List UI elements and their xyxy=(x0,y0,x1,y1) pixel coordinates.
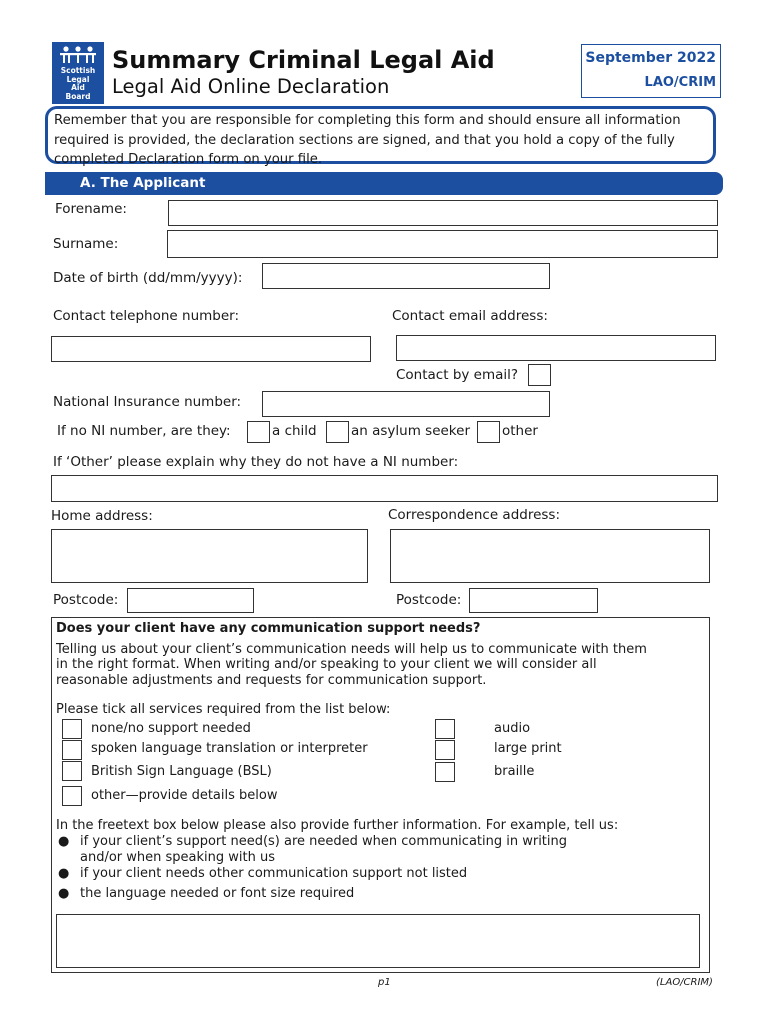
correspondence-address-input[interactable] xyxy=(390,529,710,583)
bullet-1-line-1: if your client’s support need(s) are needed when communicating in writing xyxy=(80,834,568,849)
dob-label: Date of birth (dd/mm/yyyy): xyxy=(53,270,243,286)
footer-code: (LAO/CRIM) xyxy=(656,977,713,988)
large-print-checkbox[interactable] xyxy=(435,740,455,760)
braille-checkbox[interactable] xyxy=(435,762,455,782)
audio-checkbox[interactable] xyxy=(435,719,455,739)
logo-text-1: Scottish xyxy=(60,66,96,75)
home-address-label: Home address: xyxy=(51,508,153,524)
slab-logo xyxy=(52,42,104,104)
bullet-3: the language needed or font size required xyxy=(80,886,355,901)
section-a-header xyxy=(45,172,723,195)
no-ni-label: If no NI number, are they: xyxy=(57,423,231,439)
ni-label: National Insurance number: xyxy=(53,394,242,410)
correspondence-postcode-input[interactable] xyxy=(469,588,598,613)
asylum-seeker-option-label: an asylum seeker xyxy=(351,423,471,439)
reminder-notice: Remember that you are responsible for completing this form and should ensure all information required is provided, the declaration sections are signed, and that you hold a copy of the fully completed Declaration form on your file. xyxy=(45,106,716,164)
other-support-checkbox[interactable] xyxy=(62,786,82,806)
child-option-label: a child xyxy=(272,423,317,439)
other-option-label: other xyxy=(502,423,538,439)
home-postcode-input[interactable] xyxy=(127,588,254,613)
other-support-label: other—provide details below xyxy=(91,788,278,803)
bullet-icon: ● xyxy=(58,886,70,901)
people-logo-icon xyxy=(58,46,98,64)
asylum-seeker-checkbox[interactable] xyxy=(326,421,349,443)
bullet-icon: ● xyxy=(58,834,70,849)
ni-input[interactable] xyxy=(262,391,550,417)
none-support-checkbox[interactable] xyxy=(62,719,82,739)
logo-text-4: Board xyxy=(65,91,91,101)
forename-label: Forename: xyxy=(55,201,127,217)
home-postcode-label: Postcode: xyxy=(53,592,119,608)
freetext-intro: In the freetext box below please also provide further information. For example, tell us: xyxy=(56,818,619,833)
communication-freetext-input[interactable] xyxy=(56,914,700,968)
large-print-label: large print xyxy=(494,741,562,756)
bsl-label: British Sign Language (BSL) xyxy=(91,764,272,779)
logo-text-2: Legal xyxy=(66,74,90,84)
surname-label: Surname: xyxy=(53,236,119,252)
correspondence-postcode-label: Postcode: xyxy=(396,592,462,608)
contact-by-email-checkbox[interactable] xyxy=(528,364,551,386)
form-title: Summary Criminal Legal Aid xyxy=(112,46,495,74)
bullet-2: if your client needs other communication support not listed xyxy=(80,866,468,881)
audio-label: audio xyxy=(494,721,531,736)
contact-by-email-label: Contact by email? xyxy=(396,367,519,383)
none-support-label: none/no support needed xyxy=(91,721,251,736)
communication-intro-2: in the right format. When writing and/or speaking to your client we will consider all xyxy=(56,657,597,672)
version-code: LAO/CRIM xyxy=(644,75,716,90)
communication-heading: Does your client have any communication support needs? xyxy=(56,621,481,636)
communication-intro-1: Telling us about your client’s communication needs will help us to communicate with them xyxy=(56,642,647,657)
bullet-1-line-2: and/or when speaking with us xyxy=(80,850,275,865)
bsl-checkbox[interactable] xyxy=(62,761,82,781)
email-input[interactable] xyxy=(396,335,716,361)
logo-text-3: Aid xyxy=(71,83,85,92)
bullet-icon: ● xyxy=(58,866,70,881)
braille-label: braille xyxy=(494,764,535,779)
communication-intro-3: reasonable adjustments and requests for communication support. xyxy=(56,673,487,688)
version-date: September 2022 xyxy=(585,50,716,66)
forename-input[interactable] xyxy=(168,200,718,226)
section-a-title: A. The Applicant xyxy=(80,175,206,191)
other-explain-input[interactable] xyxy=(51,475,718,502)
surname-input[interactable] xyxy=(167,230,718,258)
tick-instruction: Please tick all services required from the list below: xyxy=(56,702,391,717)
email-label: Contact email address: xyxy=(392,308,548,324)
version-box xyxy=(581,44,721,98)
page-number: p1 xyxy=(378,977,391,988)
other-checkbox[interactable] xyxy=(477,421,500,443)
correspondence-address-label: Correspondence address: xyxy=(388,507,561,523)
interpreter-label: spoken language translation or interpreter xyxy=(91,741,368,756)
other-explain-label: If ‘Other’ please explain why they do not have a NI number: xyxy=(53,454,459,470)
home-address-input[interactable] xyxy=(51,529,368,583)
child-checkbox[interactable] xyxy=(247,421,270,443)
phone-input[interactable] xyxy=(51,336,371,362)
dob-input[interactable] xyxy=(262,263,550,289)
interpreter-checkbox[interactable] xyxy=(62,740,82,760)
phone-label: Contact telephone number: xyxy=(53,308,240,324)
form-subtitle: Legal Aid Online Declaration xyxy=(112,75,390,98)
